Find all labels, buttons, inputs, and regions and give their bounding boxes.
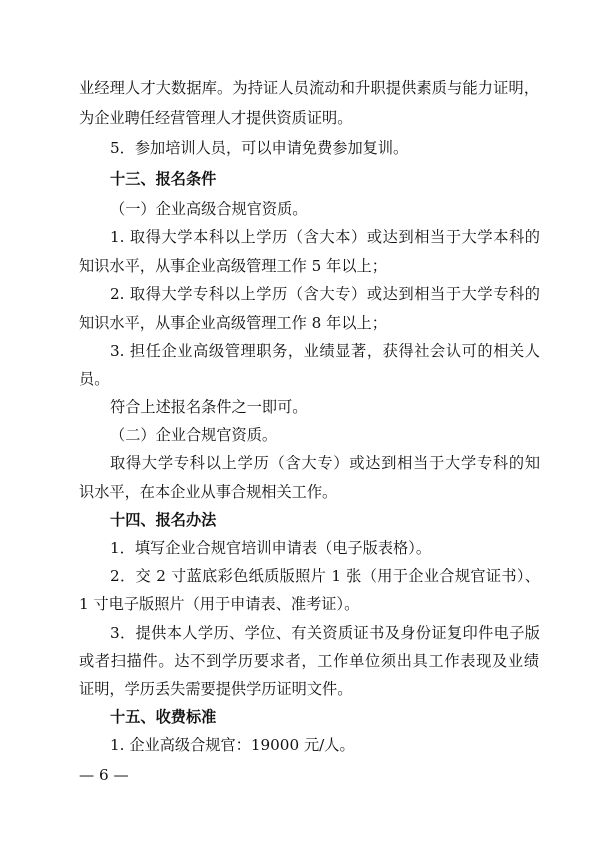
paragraph-line: 证明，学历丢失需要提供学历证明文件。 <box>79 680 353 698</box>
paragraph-line: 识水平，在本企业从事合规相关工作。 <box>79 483 338 501</box>
subsection-heading: （一）企业高级合规官资质。 <box>110 200 308 218</box>
section-heading: 十四、报名办法 <box>110 511 217 529</box>
paragraph-line: 为企业聘任经营管理人才提供资质证明。 <box>79 109 353 127</box>
paragraph-line: 1. 企业高级合规官：19000 元/人。 <box>110 736 355 754</box>
paragraph-line: 知识水平，从事企业高级管理工作 8 年以上； <box>79 314 387 332</box>
paragraph-line: 3. 担任企业高级管理职务，业绩显著，获得社会认可的相关人 <box>110 342 540 360</box>
paragraph-line: 2. 取得大学专科以上学历（含大专）或达到相当于大学专科的 <box>110 285 540 303</box>
paragraph-line: 员。 <box>79 370 110 388</box>
paragraph-line: 5．参加培训人员，可以申请免费参加复训。 <box>110 139 409 157</box>
section-heading: 十五、收费标准 <box>110 708 217 726</box>
page-number: — 6 — <box>79 766 129 784</box>
paragraph-line: 知识水平，从事企业高级管理工作 5 年以上； <box>79 257 387 275</box>
paragraph-line: 1．填写企业合规官培训申请表（电子版表格）。 <box>110 539 432 557</box>
paragraph-line: 业经理人才大数据库。为持证人员流动和升职提供素质与能力证明， <box>79 79 539 97</box>
paragraph-line: 2．交 2 寸蓝底彩色纸质版照片 1 张（用于企业合规官证书）、 <box>110 567 540 585</box>
paragraph-line: 3．提供本人学历、学位、有关资质证书及身份证复印件电子版 <box>110 624 540 642</box>
section-heading: 十三、报名条件 <box>110 170 217 188</box>
paragraph-line: 符合上述报名条件之一即可。 <box>110 398 308 416</box>
subsection-heading: （二）企业合规官资质。 <box>110 426 278 444</box>
paragraph-line: 或者扫描件。达不到学历要求者，工作单位须出具工作表现及业绩 <box>79 652 539 670</box>
paragraph-line: 取得大学专科以上学历（含大专）或达到相当于大学专科的知 <box>110 454 540 472</box>
paragraph-line: 1. 取得大学本科以上学历（含大本）或达到相当于大学本科的 <box>110 228 540 246</box>
paragraph-line: 1 寸电子版照片（用于申请表、准考证）。 <box>79 595 360 613</box>
